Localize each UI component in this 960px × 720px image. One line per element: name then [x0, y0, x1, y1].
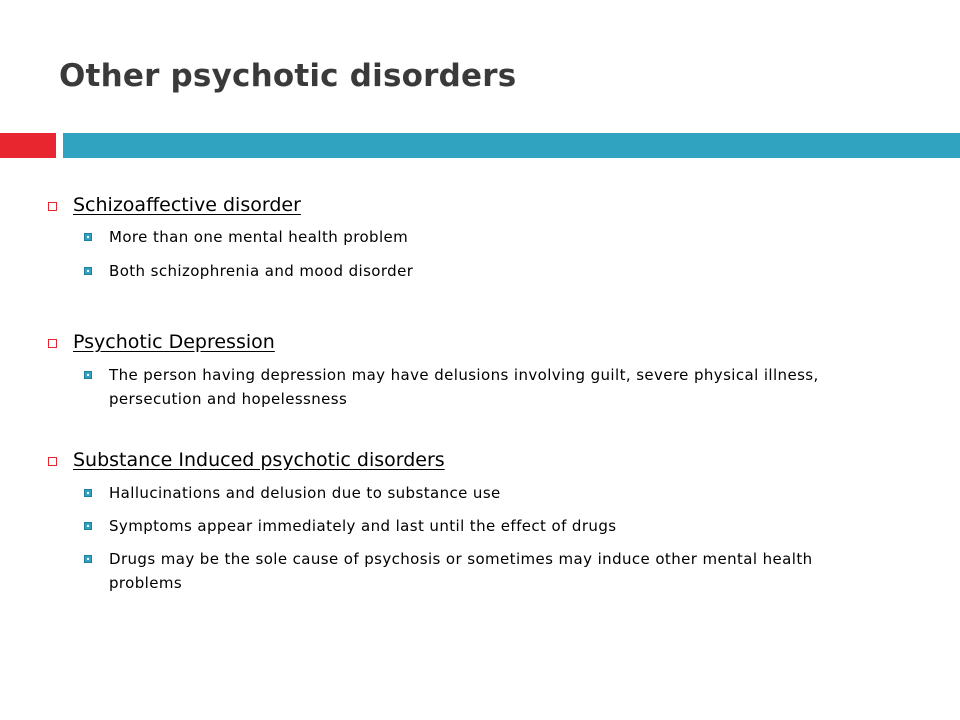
section-heading-label: Substance Induced psychotic disorders	[73, 449, 445, 471]
list-item-text: More than one mental health problem	[109, 228, 409, 246]
list-item-text: Symptoms appear immediately and last until the effect of drugs	[109, 517, 617, 535]
filled-square-bullet-icon	[84, 233, 92, 241]
slide-content	[48, 192, 908, 595]
section-schizoaffective	[48, 192, 908, 283]
title-accent-blue-bar	[63, 133, 960, 158]
list-item	[84, 514, 908, 538]
filled-square-bullet-icon	[84, 371, 92, 379]
list-item-text: Hallucinations and delusion due to substance use	[109, 484, 501, 502]
section-psychotic-depression	[48, 329, 908, 411]
list-item	[84, 363, 908, 411]
section-heading	[48, 192, 908, 218]
filled-square-bullet-icon	[84, 267, 92, 275]
list-item	[84, 547, 908, 595]
list-item	[84, 481, 908, 505]
slide-title: Other psychotic disorders	[59, 58, 517, 94]
filled-square-bullet-icon	[84, 489, 92, 497]
section-substance-induced	[48, 447, 908, 595]
square-bullet-icon	[48, 457, 57, 466]
section-heading	[48, 329, 908, 355]
filled-square-bullet-icon	[84, 522, 92, 530]
list-item-text: The person having depression may have delusions involving guilt, severe physical illness, persecution and hopelessness	[109, 366, 819, 408]
list-item	[84, 225, 908, 249]
filled-square-bullet-icon	[84, 555, 92, 563]
section-heading	[48, 447, 908, 473]
section-heading-label: Schizoaffective disorder	[73, 194, 301, 216]
list-item	[84, 259, 908, 283]
section-heading-label: Psychotic Depression	[73, 331, 275, 353]
list-item-text: Both schizophrenia and mood disorder	[109, 262, 414, 280]
square-bullet-icon	[48, 339, 57, 348]
title-accent-red-bar	[0, 133, 56, 158]
list-item-text: Drugs may be the sole cause of psychosis or sometimes may induce other mental health problems	[109, 550, 813, 592]
square-bullet-icon	[48, 202, 57, 211]
